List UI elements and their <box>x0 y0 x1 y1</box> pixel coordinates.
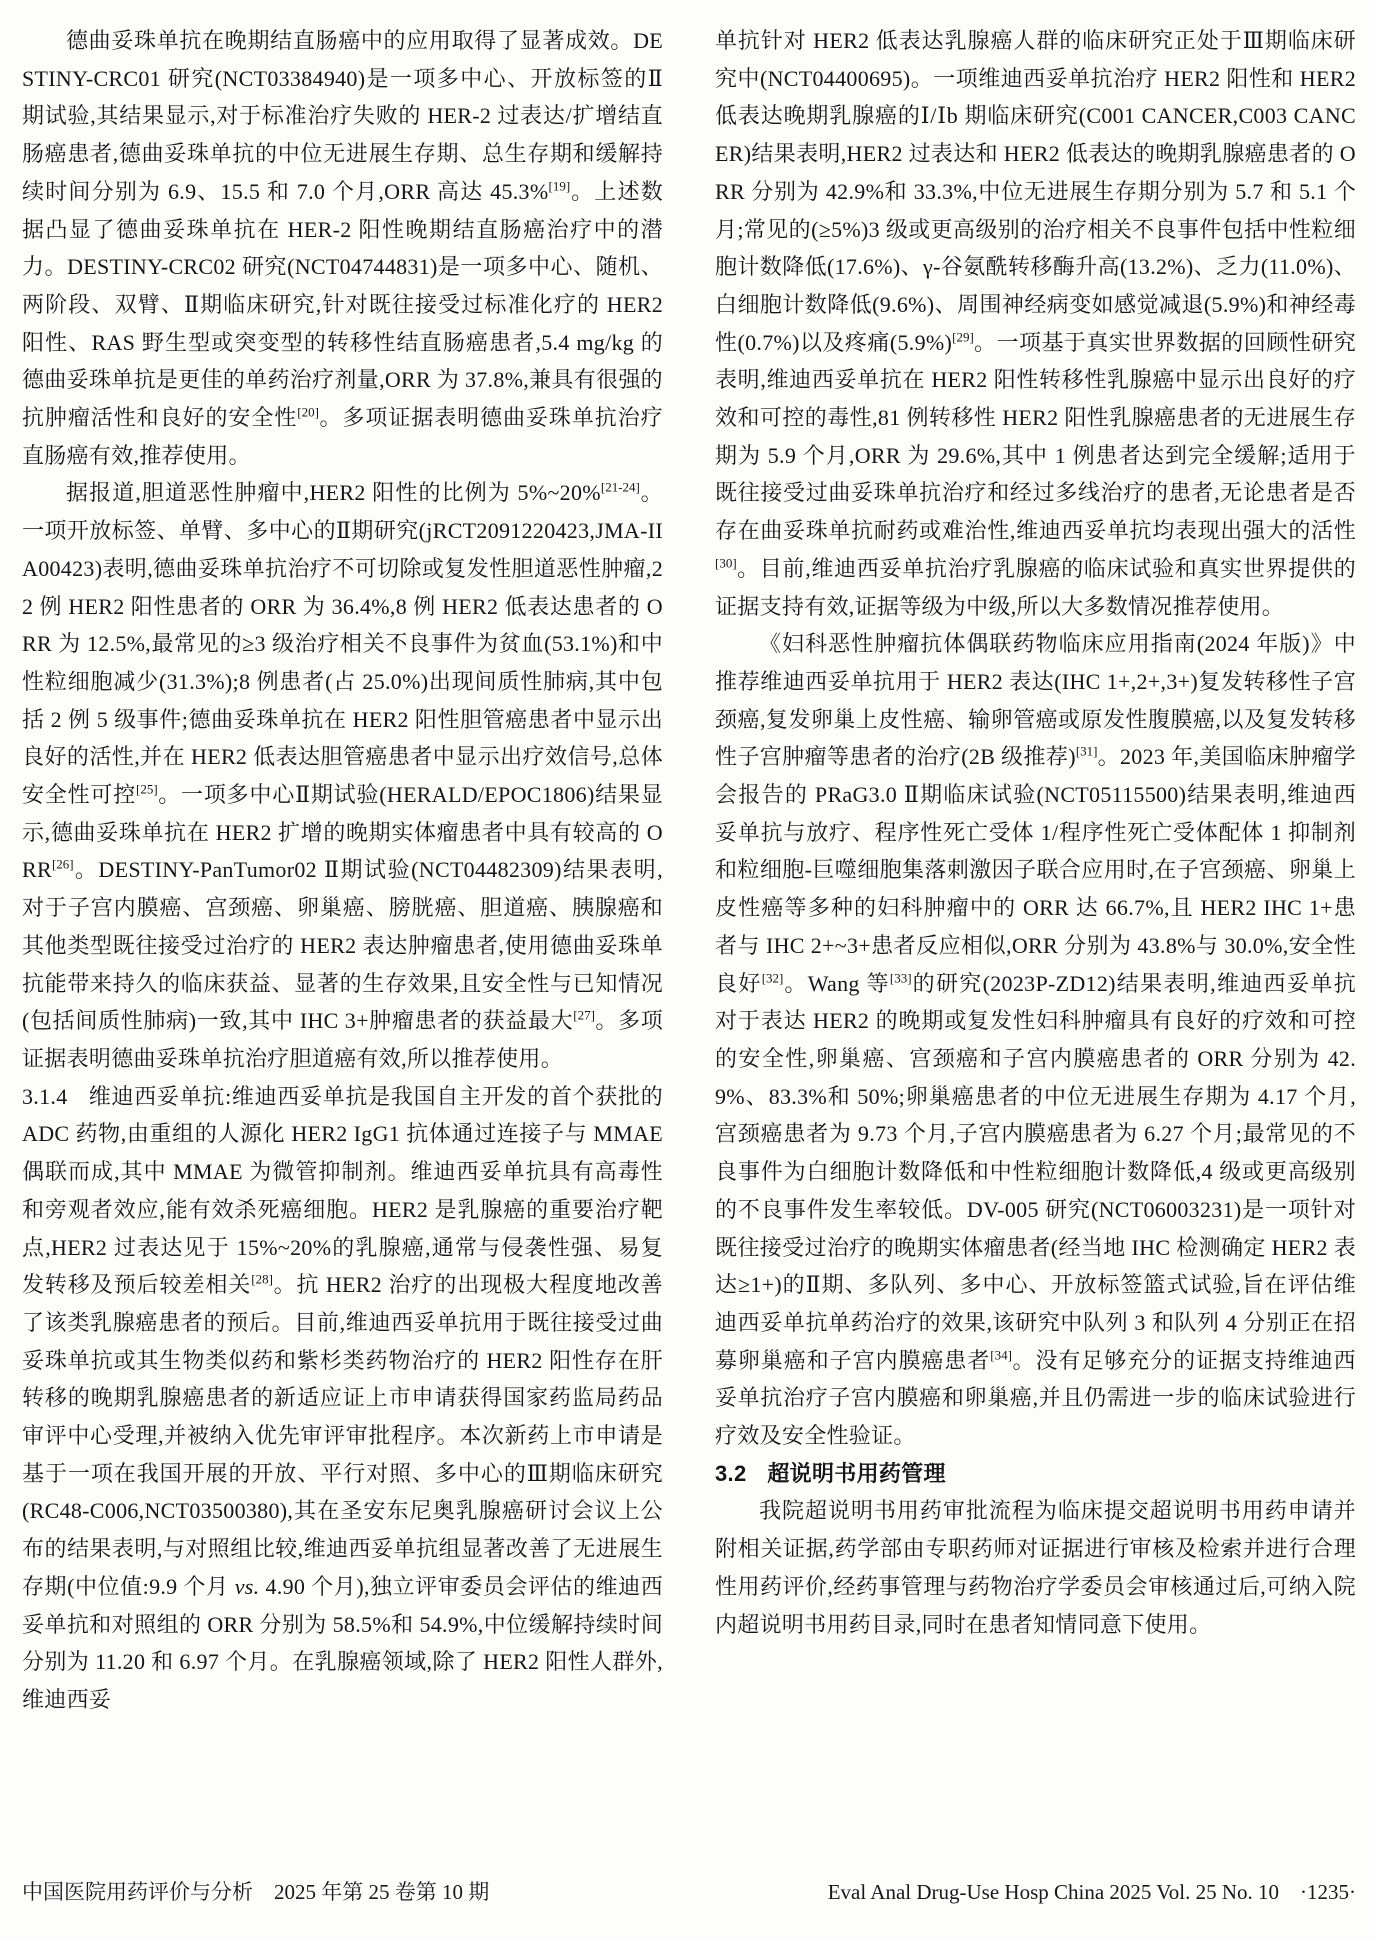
text-run: 。上述数据凸显了德曲妥珠单抗在 HER-2 阳性晚期结直肠癌治疗中的潜力。DESTINY-CRC02 研究(NCT04744831)是一项多中心、随机、两阶段、双臂、Ⅱ期临床研究,针对既往接受过标准化疗的 HER2 阳性、RAS 野生型或突变型的转移性结直肠癌患者,5.4 mg/kg 的德曲妥珠单抗是更佳的单药治疗剂量,ORR 为 37.8%,兼具有很强的抗肿瘤活性和良好的安全性 <box>22 178 664 431</box>
text-run: 维迪西妥单抗:维迪西妥单抗是我国自主开发的首个获批的 ADC 药物,由重组的人源化 HER2 IgG1 抗体通过连接子与 MMAE 偶联而成,其中 MMAE 为微管抑制剂。维迪西妥单抗具有高毒性和旁观者效应,能有效杀死癌细胞。HER2 是乳腺癌的重要治疗靶点,HER2 过表达见于 15%~20%的乳腺癌,通常与侵袭性强、易复发转移及预后较差相关 <box>22 1083 663 1298</box>
footer-journal-cn: 中国医院用药评价与分析 2025 年第 25 卷第 10 期 <box>22 1880 490 1904</box>
reference-marker: [20] <box>297 404 319 420</box>
text-run: 据报道,胆道恶性肿瘤中,HER2 阳性的比例为 5%~20% <box>66 480 601 506</box>
reference-marker: [29] <box>952 329 974 345</box>
text-run: 《妇科恶性肿瘤抗体偶联药物临床应用指南(2024 年版)》中推荐维迪西妥单抗用于 HER2 表达(IHC 1+,2+,3+)复发转移性子宫颈癌,复发卵巢上皮性癌、输卵管癌或原发性腹膜癌,以及复发转移性子宫肿瘤等患者的治疗(2B 级推荐) <box>715 631 1356 770</box>
footer-journal-en: Eval Anal Drug-Use Hosp China 2025 Vol. 25 No. 10 ·1235· <box>827 1880 1356 1904</box>
section-number: 3.1.4 <box>22 1083 68 1109</box>
right-column <box>715 22 1356 1719</box>
reference-marker: [19] <box>548 178 571 194</box>
paragraph <box>715 22 1356 625</box>
text-run: 。一项多中心Ⅱ期试验(HERALD/EPOC1806)结果显示,德曲妥珠单抗在 HER2 扩增的晚期实体瘤患者中具有较高的 ORR <box>22 782 663 883</box>
italic-text: vs. <box>234 1573 260 1599</box>
paragraph <box>22 22 663 474</box>
reference-marker: [33] <box>889 970 912 986</box>
text-run: 超说明书用药管理 <box>767 1460 946 1486</box>
reference-marker: [26] <box>51 857 74 873</box>
text-run: 我院超说明书用药审批流程为临床提交超说明书用药申请并附相关证据,药学部由专职药师对证据进行审核及检索并进行合理性用药评价,经药事管理与药物治疗学委员会审核通过后,可纳入院内超说明书用药目录,同时在患者知情同意下使用。 <box>715 1498 1356 1637</box>
text-run: 。抗 HER2 治疗的出现极大程度地改善了该类乳腺癌患者的预后。目前,维迪西妥单抗用于既往接受过曲妥珠单抗或其生物类似药和紫杉类药物治疗的 HER2 阳性存在肝转移的晚期乳腺癌患者的新适应证上市申请获得国家药监局药品审评中心受理,并被纳入优先审评审批程序。本次新药上市申请是基于一项在我国开展的开放、平行对照、多中心的Ⅲ期临床研究(RC48-C006,NCT03500380),其在圣安东尼奥乳腺癌研讨会议上公布的结果表明,与对照组比较,维迪西妥单抗组显著改善了无进展生存期(中位值:9.9 个月 <box>22 1272 663 1599</box>
reference-marker: [21-24] <box>600 480 640 496</box>
text-run: 。一项基于真实世界数据的回顾性研究表明,维迪西妥单抗在 HER2 阳性转移性乳腺癌中显示出良好的疗效和可控的毒性,81 例转移性 HER2 阳性乳腺癌患者的无进展生存期为 5.9 个月,ORR 为 29.6%,其中 1 例患者达到完全缓解;适用于既往接受过曲妥珠单抗治疗和经过多线治疗的患者,无论患者是否存在曲妥珠单抗耐药或难治性,维迪西妥单抗均表现出强大的活性 <box>715 329 1357 544</box>
text-run: 。多项证据表明德曲妥珠单抗治疗胆道癌有效,所以推荐使用。 <box>22 1008 664 1071</box>
paragraph <box>715 625 1356 1454</box>
section-heading <box>715 1455 1356 1493</box>
reference-marker: [30] <box>715 555 737 571</box>
reference-marker: [34] <box>990 1347 1012 1363</box>
section-number: 3.2 <box>715 1460 747 1486</box>
left-column <box>22 22 663 1719</box>
text-run: 4.90 个月),独立评审委员会评估的维迪西妥单抗和对照组的 ORR 分别为 58.5%和 54.9%,中位缓解持续时间分别为 11.20 和 6.97 个月。在乳腺癌领域,除了 HER2 阳性人群外,维迪西妥 <box>22 1573 664 1712</box>
text-run: 。多项证据表明德曲妥珠单抗治疗直肠癌有效,推荐使用。 <box>22 405 663 468</box>
reference-marker: [31] <box>1075 744 1098 760</box>
text-run: 。DESTINY-PanTumor02 Ⅱ期试验(NCT04482309)结果表明,对于子宫内膜癌、宫颈癌、卵巢癌、膀胱癌、胆道癌、胰腺癌和其他类型既往接受过治疗的 HER2 表达肿瘤患者,使用德曲妥珠单抗能带来持久的临床获益、显著的生存效果,且安全性与已知情况(包括间质性肺病)一致,其中 IHC 3+肿瘤患者的获益最大 <box>22 857 663 1034</box>
text-run: 。一项开放标签、单臂、多中心的Ⅱ期研究(jRCT2091220423,JMA-IIA00423)表明,德曲妥珠单抗治疗不可切除或复发性胆道恶性肿瘤,22 例 HER2 阳性患者的 ORR 为 36.4%,8 例 HER2 低表达患者的 ORR 为 12.5%,最常见的≥3 级治疗相关不良事件为贫血(53.1%)和中性粒细胞减少(31.3%);8 例患者(占 25.0%)出现间质性肺病,其中包括 2 例 5 级事件;德曲妥珠单抗在 HER2 阳性胆管癌患者中显示出良好的活性,并在 HER2 低表达胆管癌患者中显示出疗效信号,总体安全性可控 <box>22 480 663 808</box>
text-run: 。没有足够充分的证据支持维迪西妥单抗治疗子宫内膜癌和卵巢癌,并且仍需进一步的临床试验进行疗效及安全性验证。 <box>715 1347 1356 1449</box>
paragraph <box>22 1078 663 1719</box>
text-run: 。2023 年,美国临床肿瘤学会报告的 PRaG3.0 Ⅱ期临床试验(NCT05115500)结果表明,维迪西妥单抗与放疗、程序性死亡受体 1/程序性死亡受体配体 1 抑制剂和粒细胞-巨噬细胞集落刺激因子联合应用时,在子宫颈癌、卵巢上皮性癌等多种的妇科肿瘤中的 ORR 达 66.7%,且 HER2 IHC 1+患者与 IHC 2+~3+患者反应相似,ORR 分别为 43.8%与 30.0%,安全性良好 <box>715 744 1356 996</box>
paragraph <box>22 474 663 1077</box>
text-run: 的研究(2023P-ZD12)结果表明,维迪西妥单抗对于表达 HER2 的晚期或复发性妇科肿瘤具有良好的疗效和可控的安全性,卵巢癌、宫颈癌和子宫内膜癌患者的 ORR 分别为 42.9%、83.3%和 50%;卵巢癌患者的中位无进展生存期为 4.17 个月,宫颈癌患者为 9.73 个月,子宫内膜癌患者为 6.27 个月;最常见的不良事件为白细胞计数降低和中性粒细胞计数降低,4 级或更高级别的不良事件发生率较低。DV-005 研究(NCT06003231)是一项针对既往接受过治疗的晚期实体瘤患者(经当地 IHC 检测确定 HER2 表达≥1+)的Ⅱ期、多队列、多中心、开放标签篮式试验,旨在评估维迪西妥单抗单药治疗的效果,该研究中队列 3 和队列 4 分别正在招募卵巢癌和子宫内膜癌患者 <box>715 970 1356 1373</box>
reference-marker: [32] <box>761 970 784 986</box>
reference-marker: [25] <box>136 781 158 797</box>
paragraph <box>715 1492 1356 1643</box>
page-footer <box>22 1876 1356 1906</box>
two-column-text-area <box>22 22 1356 1719</box>
reference-marker: [28] <box>251 1271 273 1287</box>
text-run: 单抗针对 HER2 低表达乳腺癌人群的临床研究正处于Ⅲ期临床研究中(NCT04400695)。一项维迪西妥单抗治疗 HER2 阳性和 HER2 低表达晚期乳腺癌的Ⅰ/Ⅰb 期临床研究(C001 CANCER,C003 CANCER)结果表明,HER2 过表达和 HER2 低表达的晚期乳腺癌患者的 ORR 分别为 42.9%和 33.3%,中位无进展生存期分别为 5.7 和 5.1 个月;常见的(≥5%)3 级或更高级别的治疗相关不良事件包括中性粒细胞计数降低(17.6%)、γ-谷氨酰转移酶升高(13.2%)、乏力(11.0%)、白细胞计数降低(9.6%)、周围神经病变如感觉减退(5.9%)和神经毒性(0.7%)以及疼痛(5.9%) <box>715 28 1356 355</box>
reference-marker: [27] <box>573 1007 595 1023</box>
text-run: 德曲妥珠单抗在晚期结直肠癌中的应用取得了显著成效。DESTINY-CRC01 研究(NCT03384940)是一项多中心、开放标签的Ⅱ期试验,其结果显示,对于标准治疗失败的 HER-2 过表达/扩增结直肠癌患者,德曲妥珠单抗的中位无进展生存期、总生存期和缓解持续时间分别为 6.9、15.5 和 7.0 个月,ORR 高达 45.3% <box>22 28 663 204</box>
text-run: 。目前,维迪西妥单抗治疗乳腺癌的临床试验和真实世界提供的证据支持有效,证据等级为中级,所以大多数情况推荐使用。 <box>715 555 1356 619</box>
text-run: 。Wang 等 <box>783 970 890 996</box>
